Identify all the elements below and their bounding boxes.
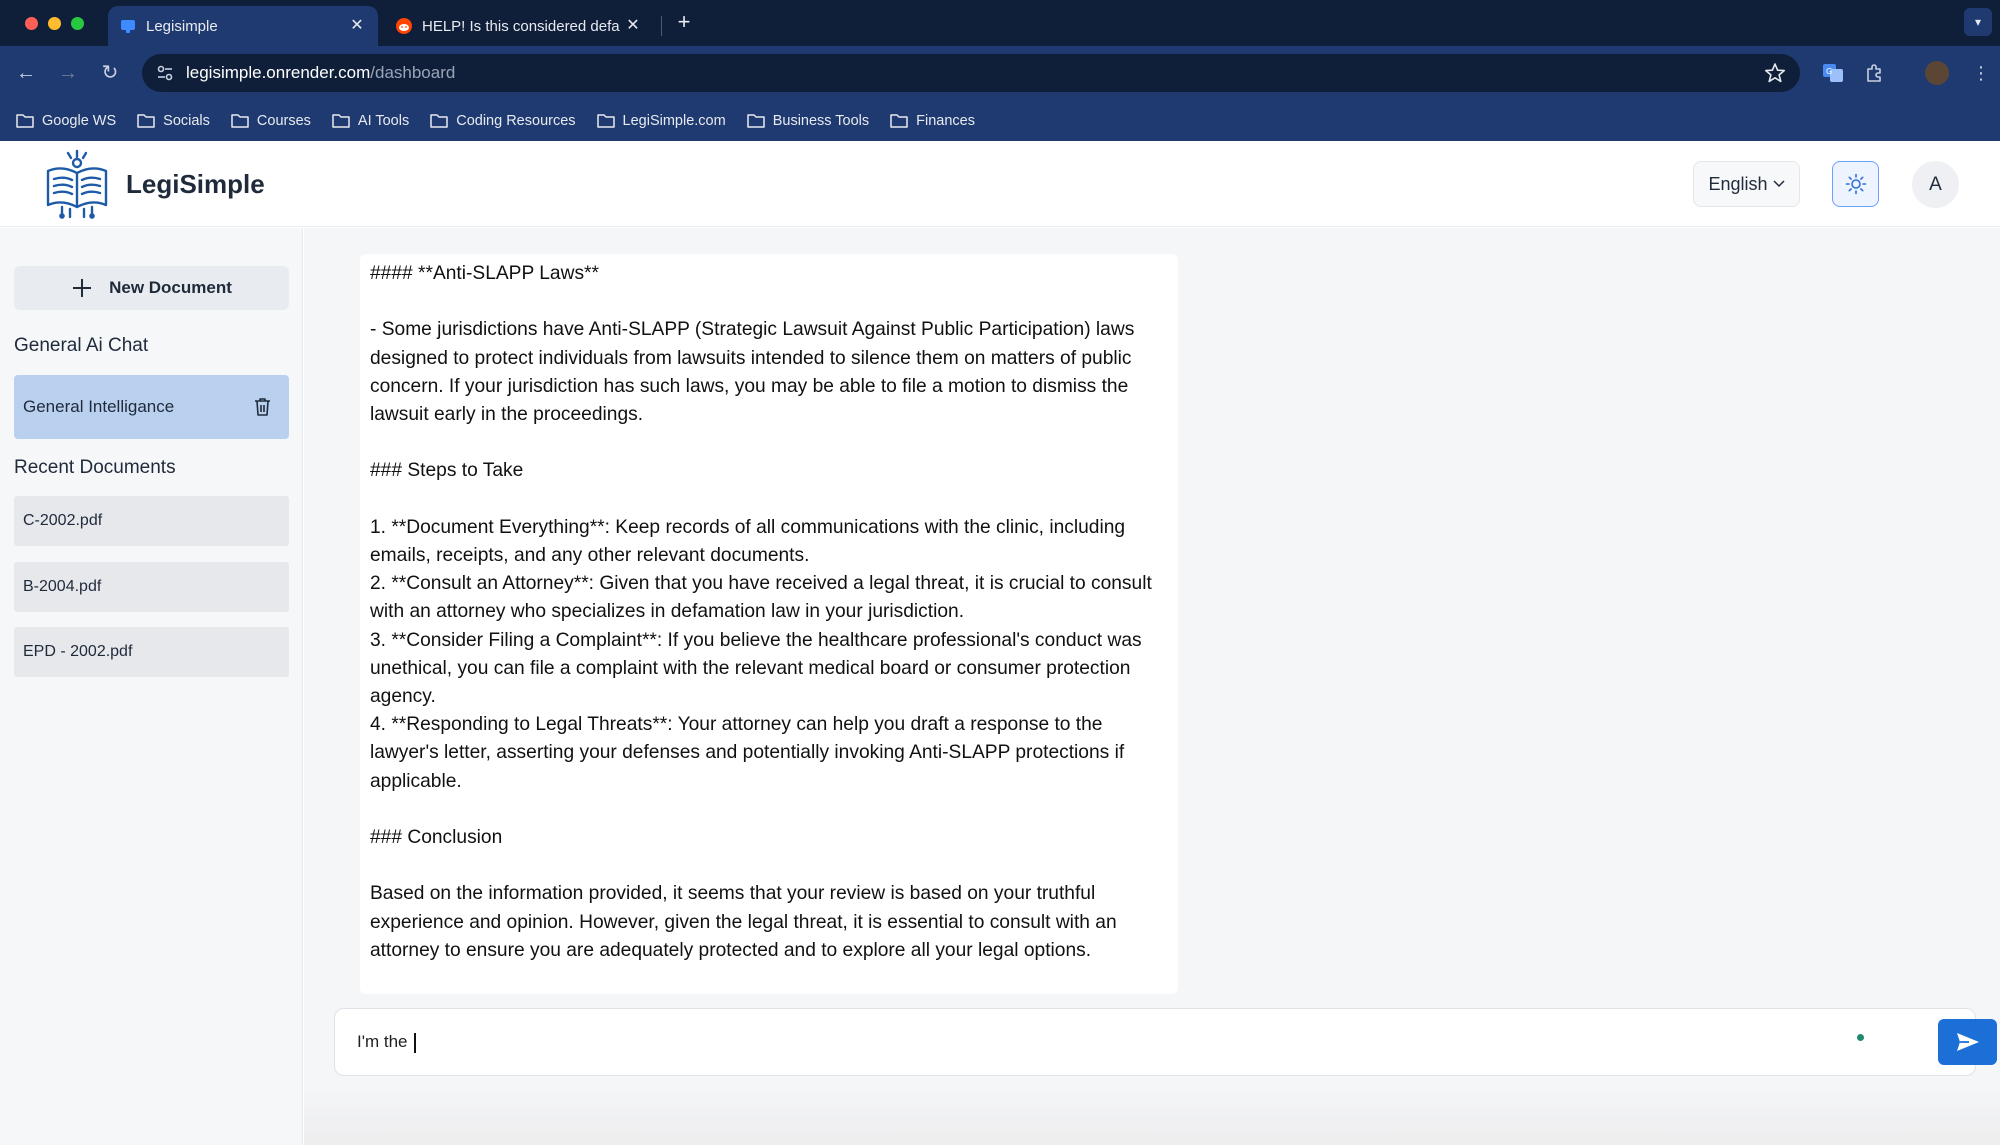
message-step-item: 2. **Consult an Attorney**: Given that you have received a legal threat, it is crucial to consult with an attorney who specializes in defamation law in your jurisdiction. (370, 573, 1152, 623)
folder-icon (231, 113, 249, 128)
chat-input[interactable] (357, 1009, 1807, 1075)
folder-icon (890, 113, 908, 128)
back-arrow-icon[interactable]: ← (16, 62, 36, 84)
close-tab-icon[interactable]: ✕ (626, 17, 640, 34)
bookmark-label: Business Tools (772, 112, 870, 129)
bookmark-folder-finances[interactable] (890, 113, 975, 129)
bookmark-label: Courses (256, 112, 311, 129)
browser-menu-icon[interactable]: ⋮ (1972, 63, 1990, 83)
bookmark-label: LegiSimple.com (622, 112, 726, 129)
url-path: /dashboard (370, 63, 456, 82)
brand-name: LegiSimple (126, 169, 265, 199)
folder-icon (16, 113, 34, 128)
minimize-window-button[interactable] (48, 17, 61, 30)
browser-toolbar (0, 46, 2000, 100)
tab-search-chevron-icon[interactable]: ▾ (1964, 8, 1992, 36)
message-heading-anti-slapp: #### **Anti-SLAPP Laws** (370, 263, 599, 284)
site-settings-icon[interactable] (154, 62, 176, 84)
message-step-item: 4. **Responding to Legal Threats**: Your attorney can help you draft a response to the lawyer's letter, asserting your defenses and potentially invoking Anti-SLAPP protections if applicable. (370, 714, 1125, 792)
chat-input-value: I'm the (357, 1032, 413, 1051)
plus-icon (71, 277, 93, 299)
paragraph-gap (370, 486, 1168, 514)
browser-tab-strip (0, 0, 2000, 46)
general-ai-chat-heading: General Ai Chat (14, 335, 149, 356)
text-caret (414, 1033, 416, 1053)
bookmark-folder-coding-resources[interactable] (430, 113, 575, 129)
url-host: legisimple.onrender.com (186, 63, 371, 82)
language-select[interactable] (1693, 161, 1800, 207)
recent-documents-heading: Recent Documents (14, 457, 176, 478)
sidebar-chat-general-intelligance[interactable] (14, 375, 289, 439)
message-heading-steps: ### Steps to Take (370, 460, 524, 482)
zoom-window-button[interactable] (71, 17, 84, 30)
legisimple-favicon-icon (120, 18, 136, 34)
close-window-button[interactable] (25, 17, 38, 30)
translate-extension-icon[interactable] (1821, 61, 1845, 85)
user-avatar[interactable]: A (1912, 161, 1959, 208)
browser-tab-legisimple[interactable] (108, 6, 378, 46)
message-paragraph-anti-slapp: - Some jurisdictions have Anti-SLAPP (Strategic Lawsuit Against Public Participation) laws designed to protect individuals from lawsuits intended to silence them on matters of public concern. If your jurisdiction has such laws, you may be able to file a motion to dismiss the lawsuit early in the proceedings. (370, 319, 1135, 425)
assistant-message (360, 254, 1178, 994)
bookmark-folder-business-tools[interactable] (747, 113, 869, 129)
bottom-fade (304, 1085, 2000, 1145)
bookmark-folder-google-ws[interactable] (16, 113, 116, 129)
document-label: C-2002.pdf (23, 512, 103, 529)
tab-title: HELP! Is this considered defa (422, 17, 620, 35)
message-paragraph-conclusion: Based on the information provided, it seems that your review is based on your truthful experience and opinion. However, given the legal threat, it is essential to consult with an attorney to ensure you are adequately protected and to explore all your legal options. (370, 883, 1117, 961)
document-label: B-2004.pdf (23, 578, 102, 595)
legisimple-book-logo-icon[interactable] (44, 149, 110, 219)
message-heading-conclusion: ### Conclusion (370, 827, 503, 848)
svg-text:G: G (1826, 67, 1833, 76)
message-step-item: 1. **Document Everything**: Keep records of all communications with the clinic, including emails, receipts, and any other relevant documents. (370, 516, 1126, 566)
sidebar (0, 228, 303, 1145)
trash-icon[interactable] (253, 397, 272, 417)
chat-label: General Intelligance (23, 397, 175, 416)
send-button[interactable] (1938, 1019, 1997, 1065)
sun-icon (1845, 173, 1867, 195)
forward-arrow-icon[interactable]: → (58, 62, 78, 84)
url-text (186, 63, 455, 83)
status-dot-icon (1857, 1034, 1864, 1041)
paragraph-gap (370, 796, 1168, 824)
address-bar[interactable] (142, 54, 1800, 92)
bookmark-folder-socials[interactable] (137, 113, 210, 129)
tab-separator (661, 16, 662, 36)
bookmark-folder-ai-tools[interactable] (332, 113, 409, 129)
message-step-item: 3. **Consider Filing a Complaint**: If you believe the healthcare professional's conduct was unethical, you can file a complaint with the relevant medical board or consumer protection agency. (370, 629, 1142, 707)
folder-icon (430, 113, 448, 128)
extensions-puzzle-icon[interactable] (1863, 61, 1887, 85)
bookmark-folder-courses[interactable] (231, 113, 311, 129)
language-value: English (1708, 173, 1768, 194)
new-document-label: New Document (109, 278, 232, 297)
paragraph-gap (370, 429, 1168, 457)
message-composer (334, 1008, 1976, 1076)
theme-toggle-button[interactable] (1832, 161, 1879, 207)
folder-icon (332, 113, 350, 128)
close-tab-icon[interactable]: ✕ (350, 17, 364, 34)
bookmark-label: Finances (916, 112, 975, 129)
sidebar-document-item[interactable] (14, 627, 289, 677)
new-document-button[interactable] (14, 266, 289, 310)
send-icon (1955, 1031, 1981, 1053)
bookmark-folder-legisimple[interactable] (597, 113, 726, 129)
tab-title: Legisimple (146, 17, 218, 35)
new-tab-icon[interactable]: + (677, 9, 691, 34)
browser-profile-avatar[interactable] (1925, 61, 1949, 85)
reddit-favicon-icon (396, 18, 412, 34)
bookmark-label: Google WS (42, 112, 117, 129)
folder-icon (597, 113, 615, 128)
bookmarks-bar (0, 100, 2000, 141)
browser-tab-reddit[interactable] (384, 6, 654, 46)
folder-icon (747, 113, 765, 128)
bookmark-label: AI Tools (357, 112, 410, 129)
folder-icon (137, 113, 155, 128)
bookmark-star-icon[interactable] (1764, 62, 1786, 84)
sidebar-document-item[interactable] (14, 562, 289, 612)
sidebar-document-item[interactable] (14, 496, 289, 546)
paragraph-gap (370, 852, 1168, 880)
app-header (0, 141, 2000, 227)
chat-panel (304, 228, 2000, 1145)
paragraph-gap (370, 288, 1168, 316)
reload-icon[interactable]: ↻ (101, 62, 119, 84)
chevron-down-icon (1773, 180, 1785, 188)
bookmark-label: Socials (163, 112, 210, 129)
document-label: EPD - 2002.pdf (23, 643, 133, 660)
bookmark-label: Coding Resources (456, 112, 576, 129)
